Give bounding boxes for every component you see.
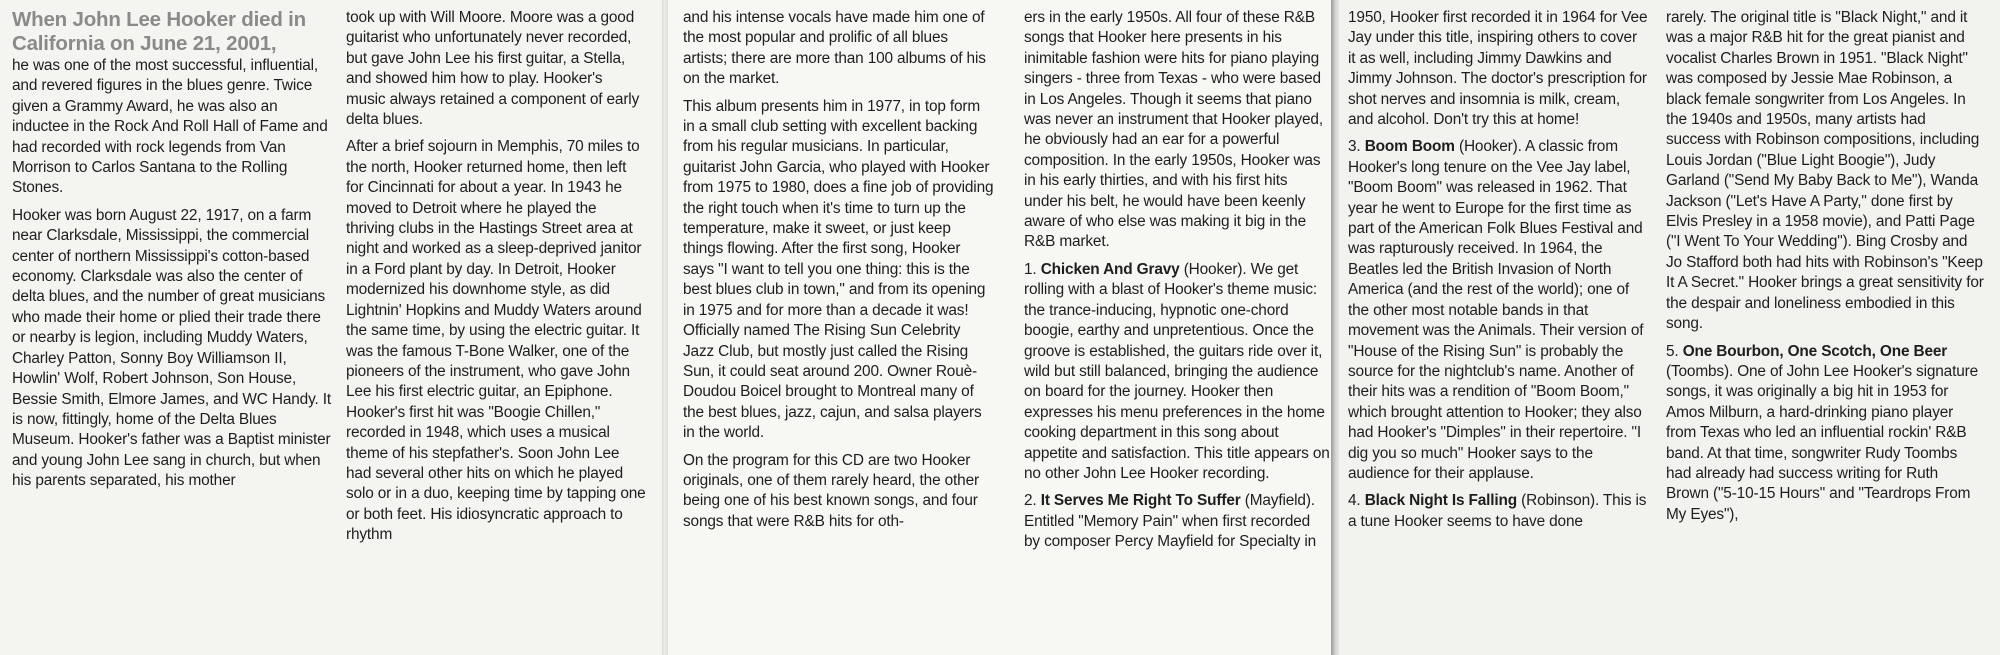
- track-description: (Toombs). One of John Lee Hooker's signature songs, it was originally a big hit in 1953 for Amos Milburn, a hard-drinking piano player from Texas who led an influential rockin' R&B band. At that time, songwriter Rudy Toombs had already had success writing for Ruth Brown ("5-10-15 Hours" and "Teardrops From My Eyes"),: [1666, 362, 1979, 523]
- track-note: [1024, 491, 1330, 552]
- track-description: (Mayfield). Entitled "Memory Pain" when first recorded by composer Percy Mayfield for Specialty in: [1024, 492, 1317, 551]
- track-number: 1.: [1024, 260, 1037, 278]
- track-note: [1348, 137, 1648, 484]
- paragraph: he was one of the most successful, influential, and revered figures in the blues genre. Twice given a Grammy Award, he was also an inductee in the Rock And Roll Hall of Fame and had recorded with rock legends from Van Morrison to Carlos Santana to the Rolling Stones.: [12, 57, 328, 197]
- paragraph: Hooker was born August 22, 1917, on a farm near Clarksdale, Mississippi, the commercial center of northern Mississippi's cotton-based economy. Clarksdale was also the center of delta blues, and the number of great musicians who made their home or plied their trade there or nearby is legion, including Muddy Waters, Charley Patton, Sonny Boy Williamson II, Howlin' Wolf, Robert Johnson, Son House, Bessie Smith, Elmore James, and WC Handy. It is now, fittingly, home of the Delta Blues Museum. Hooker's father was a Baptist minister and young John Lee sang in church, but when his parents separated, his mother: [12, 206, 331, 490]
- track-note: [1348, 491, 1648, 532]
- text-column-2: [346, 8, 646, 653]
- track-number: 4.: [1348, 492, 1361, 510]
- paragraph: This album presents him in 1977, in top form in a small club setting with excellent backing from his regular musicians. In particular, guitarist John Garcia, who played with Hooker from 1975 to 1980, does a fine job of providing the right touch when it's time to turn up the temperature, make it sweet, or just keep things flowing. After the first song, Hooker says "I want to tell you one thing: this is the best blues club in town," and from its opening in 1975 and for more than a decade it was! Officially named The Rising Sun Celebrity Jazz Club, but mostly just called the Rising Sun, it could seat around 200. Owner Rouè-Doudou Boicel brought to Montreal many of the best blues, jazz, cajun, and salsa players in the world.: [683, 97, 994, 442]
- booklet-fold-crease: [662, 0, 668, 655]
- track-title: One Bourbon, One Scotch, One Beer: [1682, 342, 1948, 360]
- text-column-4: [1024, 8, 1330, 653]
- paragraph: took up with Will Moore. Moore was a good guitarist who unfortunately never recorded, but gave John Lee his first guitar, a Stella, and showed him how to play. Hooker's music always retained a component of early delta blues.: [346, 9, 640, 129]
- track-title: Chicken And Gravy: [1040, 260, 1180, 278]
- text-column-5: [1348, 8, 1648, 653]
- paragraph: After a brief sojourn in Memphis, 70 miles to the north, Hooker returned home, then left for Cincinnati for about a year. In 1943 he moved to Detroit where he played the thriving clubs in the Hastings Street area at night and worked as a sleep-deprived janitor in a Ford plant by day. In Detroit, Hooker modernized his downhome style, as did Lightnin' Hopkins and Muddy Waters around the same time, by using the electric guitar. It was the famous T-Bone Walker, one of the pioneers of the instrument, who gave John Lee his first electric guitar, an Epiphone. Hooker's first hit was "Boogie Chillen," recorded in 1948, which uses a musical theme of his stepfather's. Soon John Lee had several other hits on which he played solo or in a duo, keeping time by tapping one or both feet. His idiosyncratic approach to rhythm: [346, 138, 646, 544]
- paragraph: 1950, Hooker first recorded it in 1964 for Vee Jay under this title, inspiring others to cover it as well, including Jimmy Dawkins and Jimmy Johnson. The doctor's prescription for shot nerves and insomnia is milk, cream, and alcohol. Don't try this at home!: [1348, 9, 1648, 129]
- track-note: [1024, 260, 1330, 484]
- track-description: (Hooker). A classic from Hooker's long tenure on the Vee Jay label, "Boom Boom" was released in 1962. That year he went to Europe for the first time as part of the American Folk Blues Festival and was rapturously received. In 1964, the Beatles led the British Invasion of North America (and the rest of the world); one of the other most notable bands in that movement was the Animals. Their version of "House of the Rising Sun" is probably the source for the nightclub's name. Another of their hits was a rendition of "Boom Boom," which brought attention to Hooker; they also had Hooker's "Dimples" in their repertoire. "I dig you so much" Hooker says to the audience for their applause.: [1348, 138, 1644, 482]
- paragraph: and his intense vocals have made him one of the most popular and prolific of all blues artists; there are more than 100 albums of his on the market.: [683, 9, 986, 88]
- paragraph: On the program for this CD are two Hooker originals, one of them rarely heard, the other being one of his best known songs, and four songs that were R&B hits for oth-: [683, 451, 979, 530]
- track-description: (Robinson). This is a tune Hooker seems to have done: [1348, 492, 1647, 530]
- track-number: 3.: [1348, 138, 1361, 156]
- track-number: 5.: [1666, 342, 1679, 360]
- track-number: 2.: [1024, 492, 1037, 510]
- booklet-fold-crease: [1331, 0, 1339, 655]
- intro-heading: When John Lee Hooker died in California on June 21, 2001,: [12, 8, 306, 55]
- paragraph: rarely. The original title is "Black Night," and it was a major R&B hit for the great pianist and vocalist Charles Brown in 1951. "Black Night" was composed by Jessie Mae Robinson, a black female songwriter from Los Angeles. In the 1940s and 1950s, many artists had success with Robinson compositions, including Louis Jordan ("Blue Light Boogie"), Judy Garland ("Send My Baby Back to Me"), Wanda Jackson ("Let's Have A Party," done first by Elvis Presley in a 1958 movie), and Patti Page ("I Went To Your Wedding"). Bing Crosby and Jo Stafford both had hits with Robinson's "Keep It A Secret." Hooker brings a great sensitivity for the despair and loneliness embodied in this song.: [1666, 9, 1984, 333]
- track-title: Black Night Is Falling: [1364, 492, 1518, 510]
- track-note: [1666, 342, 1984, 526]
- text-column-3: [683, 8, 995, 653]
- text-column-6: [1666, 8, 1984, 653]
- track-title: Boom Boom: [1364, 138, 1455, 156]
- track-title: It Serves Me Right To Suffer: [1040, 492, 1241, 510]
- track-description: (Hooker). We get rolling with a blast of Hooker's theme music: the trance-inducing, hypnotic one-chord boogie, earthy and unpretentious. Once the groove is established, the guitars ride over it, wild but still balanced, bringing the audience on board for the journey. Hooker then expresses his menu preferences in the home cooking department in this song about appetite and satisfaction. This title appears on no other John Lee Hooker recording.: [1024, 260, 1330, 482]
- text-column-1: [12, 8, 332, 653]
- paragraph: ers in the early 1950s. All four of these R&B songs that Hooker here presents in his inimitable fashion were hits for piano playing singers - three from Texas - who were based in Los Angeles. Though it seems that piano was never an instrument that Hooker played, he obviously had an ear for a powerful composition. In the early 1950s, Hooker was in his early thirties, and with his first hits under his belt, he would have been keenly aware of who else was making it big in the R&B market.: [1024, 9, 1323, 251]
